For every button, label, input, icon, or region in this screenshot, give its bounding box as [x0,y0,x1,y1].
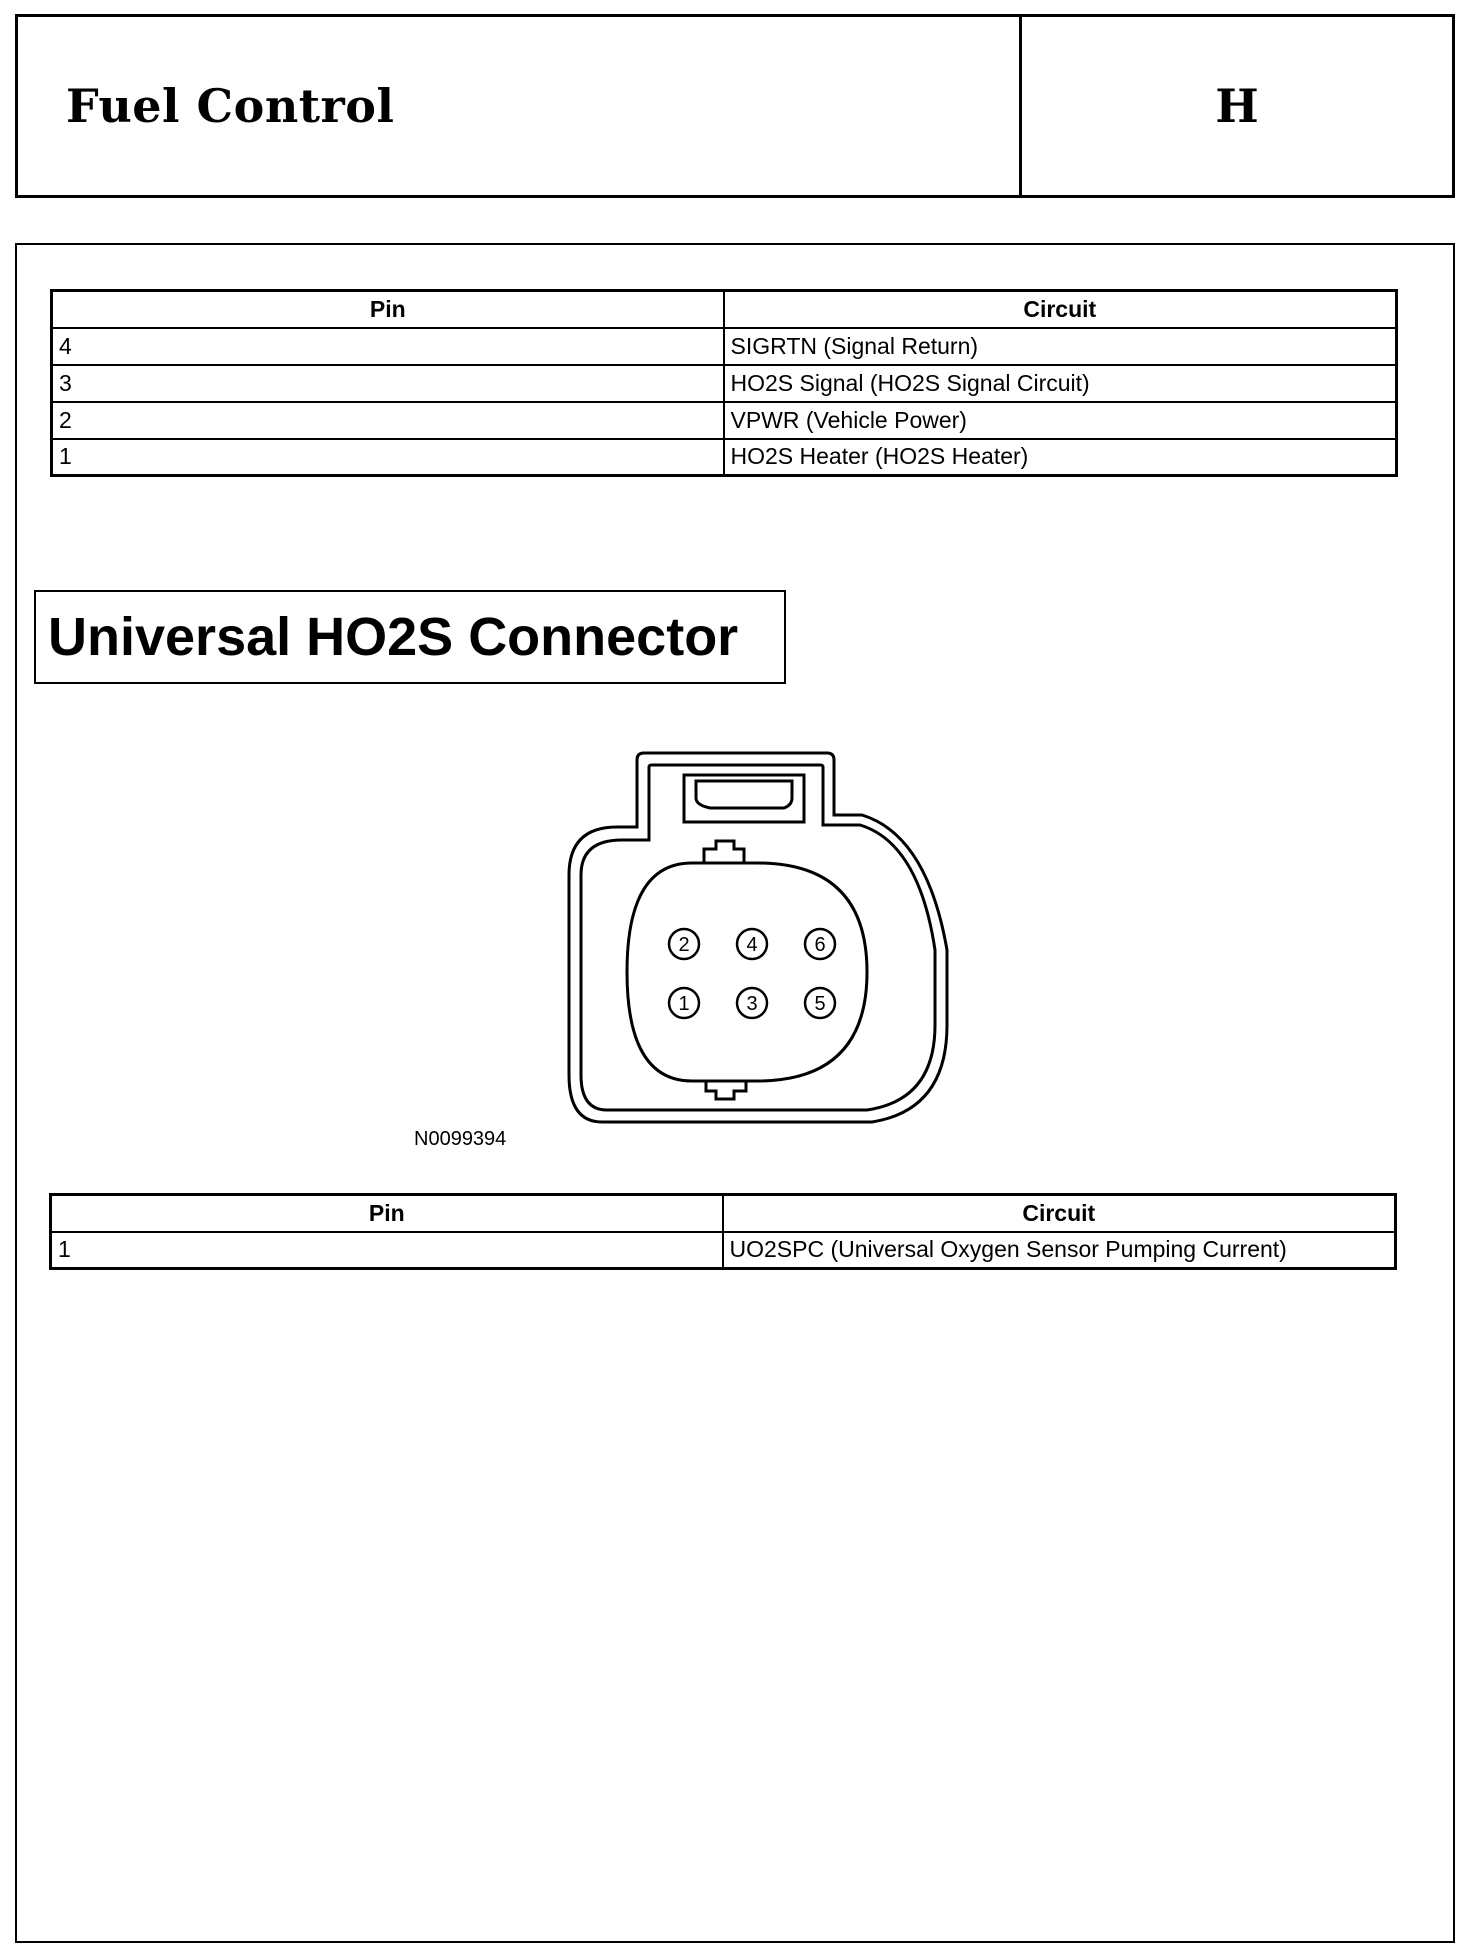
pin-table-2 [49,1193,1397,1270]
key-bottom [706,1081,746,1099]
table-row [51,1232,1396,1269]
circuit-cell: SIGRTN (Signal Return) [724,328,1397,365]
table-header-row [51,1195,1396,1232]
connector-diagram [542,745,972,1135]
pin-label: 4 [746,934,758,956]
pin-face [627,863,867,1081]
table-header-row [52,291,1397,328]
pin-cell: 2 [52,402,724,439]
pin-cell: 3 [52,365,724,402]
latch-inner [696,781,792,808]
table-row [52,439,1397,476]
pin-cell: 1 [52,439,724,476]
figure-id: N0099394 [414,1128,507,1150]
key-top [704,841,744,863]
section-heading [34,590,786,684]
pin-label: 3 [746,993,758,1015]
circuit-cell: HO2S Heater (HO2S Heater) [724,439,1397,476]
pin-cell: 1 [51,1232,723,1269]
section-heading-text: Universal HO2S Connector [48,607,739,667]
table-row [52,402,1397,439]
connector-housing-inner [581,765,935,1110]
section-letter: H [1215,79,1259,133]
content-frame [15,243,1455,1943]
column-header-circuit: Circuit [723,1195,1396,1232]
pin-table-1 [50,289,1398,477]
header-title-cell [18,17,1022,195]
page-header [15,14,1455,198]
pin-label: 1 [678,993,690,1015]
pin-label: 5 [814,993,826,1015]
circuit-cell: HO2S Signal (HO2S Signal Circuit) [724,365,1397,402]
pin-label: 2 [678,934,690,956]
page-title: Fuel Control [66,79,395,133]
circuit-cell: UO2SPC (Universal Oxygen Sensor Pumping Current) [723,1232,1396,1269]
column-header-pin: Pin [52,291,724,328]
pin-cell: 4 [52,328,724,365]
column-header-pin: Pin [51,1195,723,1232]
header-section-cell [1022,17,1452,195]
table-row [52,328,1397,365]
circuit-cell: VPWR (Vehicle Power) [724,402,1397,439]
table-row [52,365,1397,402]
column-header-circuit: Circuit [724,291,1397,328]
pin-label: 6 [814,934,826,956]
